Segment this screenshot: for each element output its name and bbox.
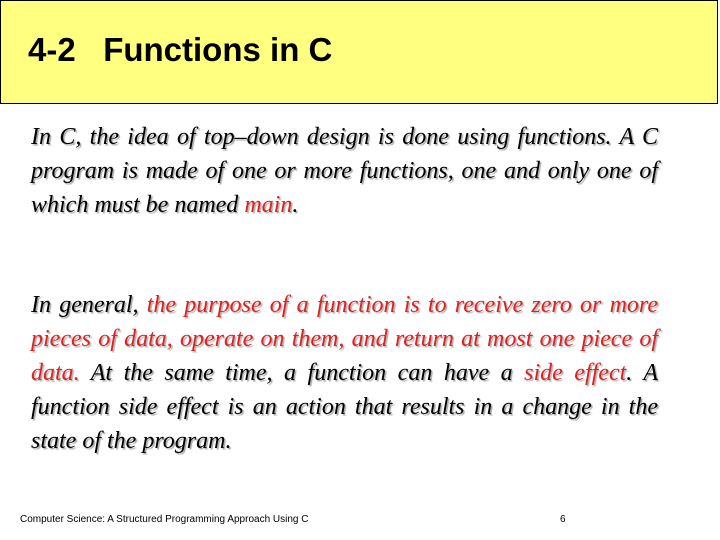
para2-end: . A function side effect is an action that results in a change in the state of the program. — [31, 360, 658, 454]
para2-intro: In general, — [31, 292, 147, 318]
para2-middle: At the same time, a function can have a — [79, 360, 525, 386]
paragraph-top-down-design — [31, 120, 658, 222]
title-bar — [0, 0, 718, 104]
main-keyword: main — [244, 192, 293, 218]
page-number: 6 — [560, 514, 566, 525]
paragraph-function-purpose — [31, 288, 658, 458]
side-effect-highlight: side effect — [524, 360, 627, 386]
para1-text: In C, the idea of top–down design is done using functions. A C program is made of one or more functions, one and only one of which must be named — [31, 124, 658, 218]
para1-period: . — [292, 192, 299, 218]
footer-book-title: Computer Science: A Structured Programming Approach Using C — [20, 514, 309, 525]
slide-title: 4-2 Functions in C — [28, 31, 333, 68]
purpose-highlight: the purpose of a function is to receive zero or more pieces of data, operate on them, and return at most one piece of data. — [31, 292, 658, 386]
